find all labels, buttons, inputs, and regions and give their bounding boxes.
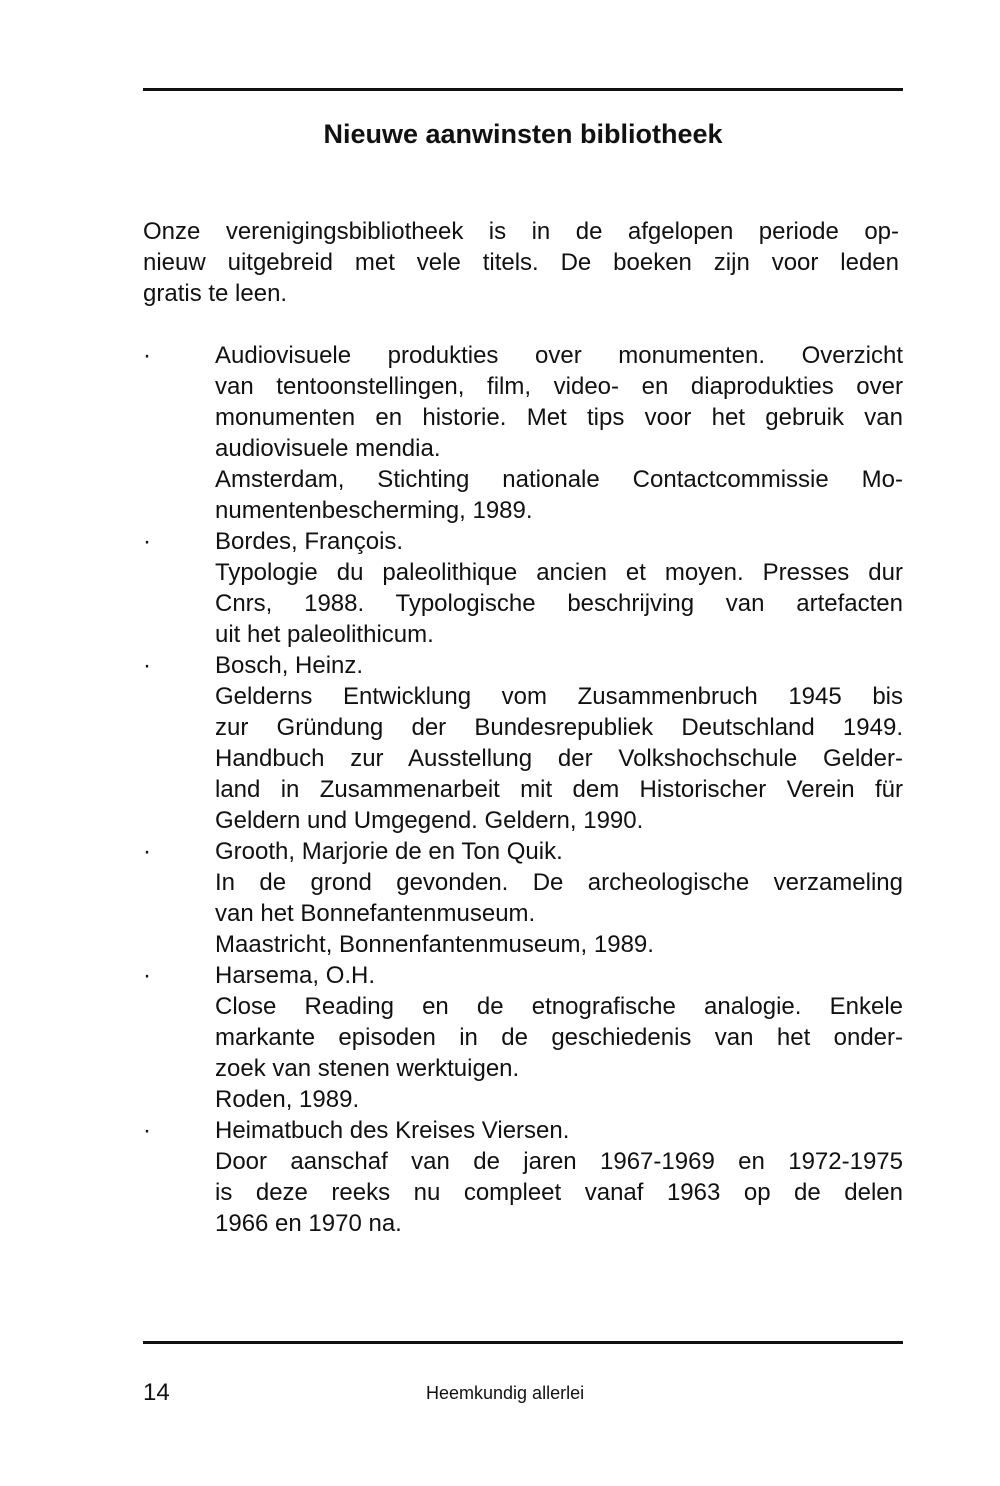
article-title: Nieuwe aanwinsten bibliotheek	[323, 119, 723, 149]
entry-line: is deze reeks nu compleet vanaf 1963 op de delen	[215, 1179, 903, 1206]
entry-line: Maastricht, Bonnenfantenmuseum, 1989.	[215, 931, 654, 958]
bullet-icon: ·	[143, 1117, 151, 1144]
bullet-icon: ·	[143, 528, 151, 555]
entry-line: Geldern und Umgegend. Geldern, 1990.	[215, 807, 644, 834]
entry-line: van tentoonstellingen, film, video- en diaprodukties over	[215, 373, 903, 400]
top-rule	[143, 88, 903, 91]
entry-line: van het Bonnefantenmuseum.	[215, 900, 536, 927]
entry-line: Bordes, François.	[215, 528, 404, 555]
entry-line: Grooth, Marjorie de en Ton Quik.	[215, 838, 563, 865]
entry-line: Handbuch zur Ausstellung der Volkshochschule Gelder-	[215, 745, 903, 772]
entry-line: Amsterdam, Stichting nationale Contactcommissie Mo-	[215, 466, 903, 493]
page-number: 14	[143, 1379, 170, 1406]
entry-line: Typologie du paleolithique ancien et moyen. Presses dur	[215, 559, 903, 586]
entry-line: Roden, 1989.	[215, 1086, 360, 1113]
intro-line: gratis te leen.	[143, 280, 288, 307]
list-item	[143, 526, 903, 650]
bullet-icon: ·	[143, 652, 151, 679]
entry-line: numentenbescherming, 1989.	[215, 497, 533, 524]
entry-line: monumenten en historie. Met tips voor het gebruik van	[215, 404, 903, 431]
entry-line: zoek van stenen werktuigen.	[215, 1055, 520, 1082]
entry-line: uit het paleolithicum.	[215, 621, 434, 648]
list-item	[143, 340, 903, 526]
entry-line: Cnrs, 1988. Typologische beschrijving van artefacten	[215, 590, 903, 617]
entry-line: audiovisuele mendia.	[215, 435, 441, 462]
entry-line: Gelderns Entwicklung vom Zusammenbruch 1945 bis	[215, 683, 903, 710]
entry-line: markante episoden in de geschiedenis van het onder-	[215, 1024, 903, 1051]
bottom-rule	[143, 1341, 903, 1344]
bullet-icon: ·	[143, 342, 151, 369]
entry-line: zur Gründung der Bundesrepubliek Deutschland 1949.	[215, 714, 903, 741]
entry-line: 1966 en 1970 na.	[215, 1210, 402, 1237]
entry-line: Heimatbuch des Kreises Viersen.	[215, 1117, 570, 1144]
publication-title: Heemkundig allerlei	[426, 1383, 585, 1403]
entry-line: Door aanschaf van de jaren 1967-1969 en 1972-1975	[215, 1148, 903, 1175]
entry-line: land in Zusammenarbeit mit dem Historischer Verein für	[215, 776, 903, 803]
list-item	[143, 650, 903, 836]
bullet-icon: ·	[143, 962, 151, 989]
acquisitions-list	[143, 340, 903, 1239]
list-item	[143, 1115, 903, 1239]
intro-paragraph	[143, 216, 899, 309]
intro-line: Onze verenigingsbibliotheek is in de afgelopen periode op-	[143, 218, 899, 245]
bullet-icon: ·	[143, 838, 151, 865]
entry-line: Close Reading en de etnografische analogie. Enkele	[215, 993, 903, 1020]
list-item	[143, 960, 903, 1115]
entry-line: In de grond gevonden. De archeologische verzameling	[215, 869, 903, 896]
list-item	[143, 836, 903, 960]
entry-line: Harsema, O.H.	[215, 962, 376, 989]
entry-line: Audiovisuele produkties over monumenten. Overzicht	[215, 342, 903, 369]
entry-line: Bosch, Heinz.	[215, 652, 364, 679]
intro-line: nieuw uitgebreid met vele titels. De boeken zijn voor leden	[143, 249, 899, 276]
